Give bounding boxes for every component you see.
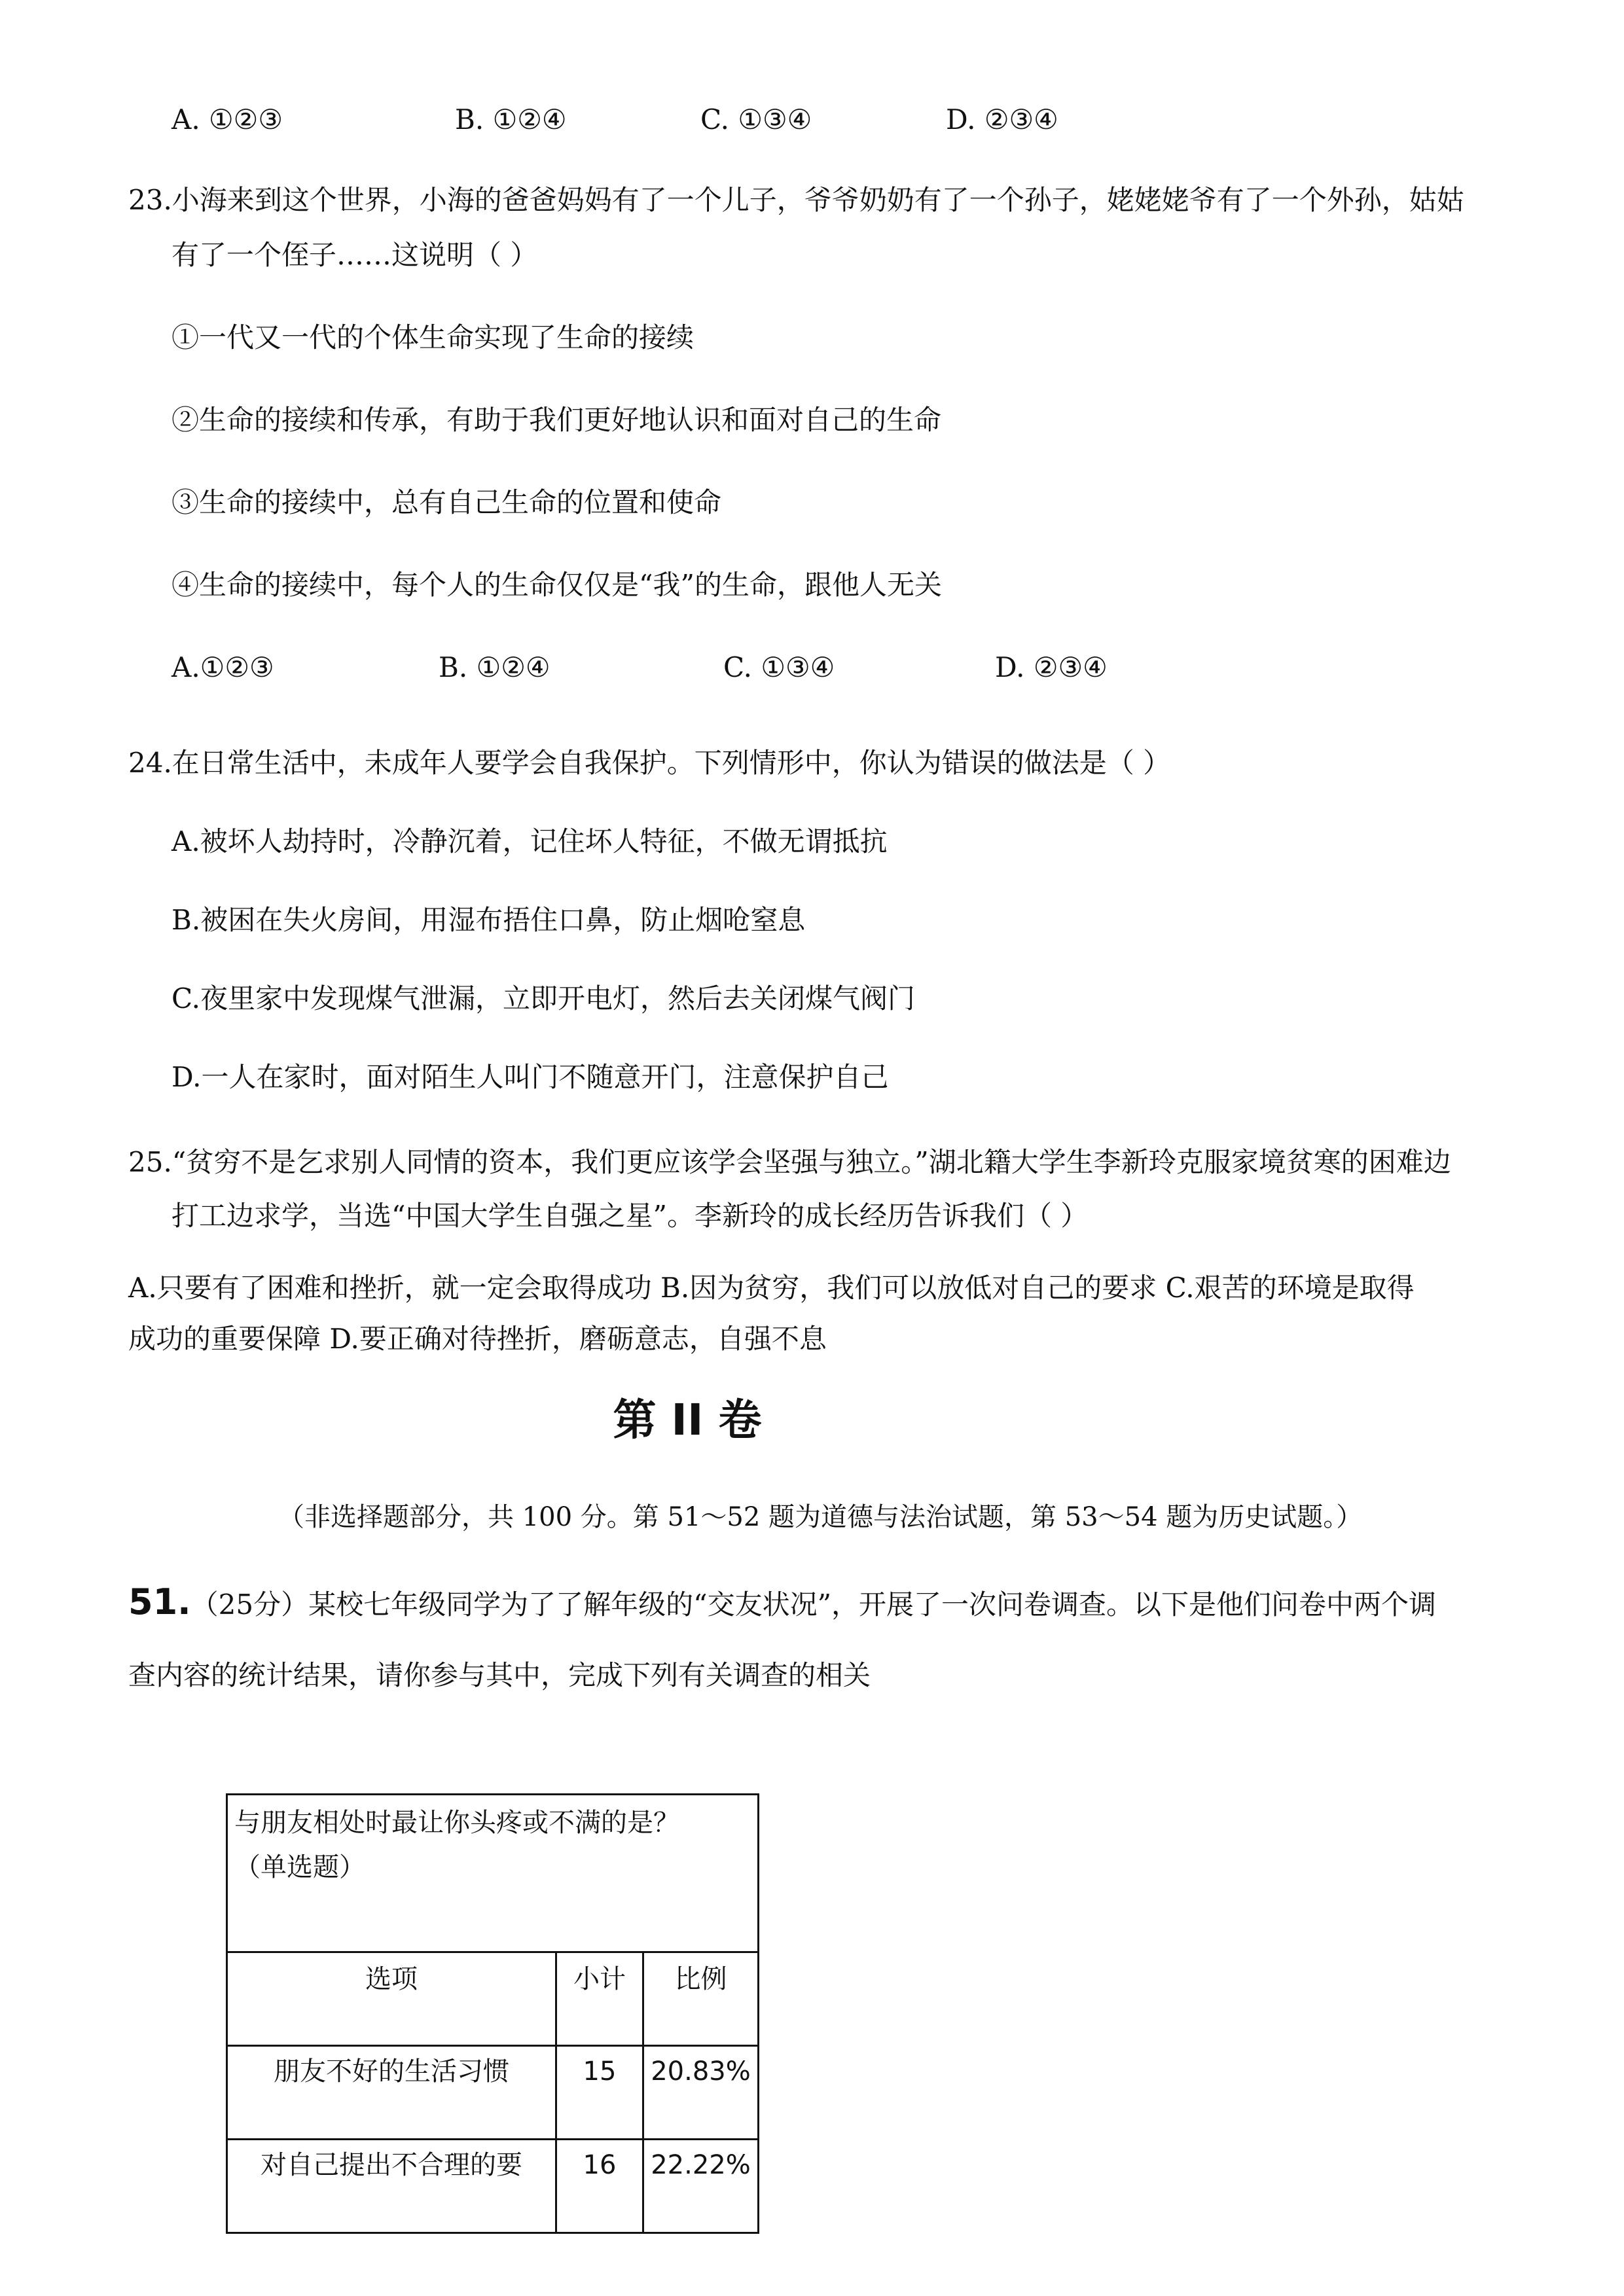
survey-table (226, 1793, 759, 2234)
section-title: 第 II 卷 (613, 1395, 762, 1445)
q22-option-a: A. ①②③ (171, 103, 283, 135)
row-count: 15 (556, 2046, 643, 2140)
q22-option-d: D. ②③④ (946, 103, 1058, 135)
survey-question-line1: 与朋友相处时最让你头疼或不满的是？ (234, 1808, 679, 1838)
q23-item-4: ④生命的接续中，每个人的生命仅仅是“我”的生命，跟他人无关 (171, 569, 942, 601)
q23-item-3: ③生命的接续中，总有自己生命的位置和使命 (171, 486, 722, 518)
q23-option-c: C. ①③④ (723, 651, 835, 683)
q23-option-d: D. ②③④ (995, 651, 1108, 683)
q24-option-a: A.被坏人劫持时，冷静沉着，记住坏人特征，不做无谓抵抗 (171, 825, 888, 857)
q51-number: 51. (128, 1581, 191, 1623)
q24-option-b: B.被困在失火房间，用湿布捂住口鼻，防止烟呛窒息 (171, 904, 806, 936)
row-ratio: 22.22% (643, 2140, 759, 2233)
q51-line2: 查内容的统计结果，请你参与其中，完成下列有关调查的相关 (128, 1659, 871, 1691)
q23-option-b: B. ①②④ (439, 651, 550, 683)
survey-question-line2: （单选题） (234, 1852, 365, 1882)
table-row (227, 2046, 759, 2140)
q23-item-2: ②生命的接续和传承，有助于我们更好地认识和面对自己的生命 (171, 404, 942, 436)
row-option: 朋友不好的生活习惯 (227, 2046, 556, 2140)
q25-options-line1: A.只要有了困难和挫折，就一定会取得成功 B.因为贫穷，我们可以放低对自己的要求 C.艰苦的环境是取得 (128, 1272, 1415, 1304)
row-count: 16 (556, 2140, 643, 2233)
q24-stem: 24.在日常生活中，未成年人要学会自我保护。下列情形中，你认为错误的做法是（ ） (128, 747, 1171, 779)
header-option: 选项 (227, 1952, 556, 2046)
q25-stem-line1: 25.“贫穷不是乞求别人同情的资本，我们更应该学会坚强与独立。”湖北籍大学生李新玲克服家境贫寒的困难边 (128, 1146, 1451, 1178)
q22-option-c: C. ①③④ (700, 103, 812, 135)
q25-options-line2: 成功的重要保障 D.要正确对待挫折，磨砺意志，自强不息 (128, 1323, 827, 1355)
row-ratio: 20.83% (643, 2046, 759, 2140)
survey-question-row (227, 1795, 759, 1952)
q23-stem-line2: 有了一个侄子……这说明（ ） (171, 239, 538, 271)
header-ratio: 比例 (643, 1952, 759, 2046)
q24-option-d: D.一人在家时，面对陌生人叫门不随意开门，注意保护自己 (171, 1061, 889, 1093)
header-count: 小计 (556, 1952, 643, 2046)
survey-header-row (227, 1952, 759, 2046)
q23-option-a: A.①②③ (171, 651, 274, 683)
q25-stem-line2: 打工边求学，当选“中国大学生自强之星”。李新玲的成长经历告诉我们（ ） (171, 1200, 1089, 1232)
q51-line1-text: （25分）某校七年级同学为了了解年级的“交友状况”，开展了一次问卷调查。以下是他们问卷中两个调 (190, 1588, 1437, 1621)
q22-option-b: B. ①②④ (455, 103, 567, 135)
q51-line1 (128, 1581, 1437, 1623)
q23-item-1: ①一代又一代的个体生命实现了生命的接续 (171, 321, 695, 353)
row-option: 对自己提出不合理的要 (227, 2140, 556, 2233)
q23-stem-line1: 23.小海来到这个世界，小海的爸爸妈妈有了一个儿子，爷爷奶奶有了一个孙子，姥姥姥爷有了一个外孙，姑姑 (128, 184, 1464, 216)
survey-question (227, 1795, 759, 1952)
q24-option-c: C.夜里家中发现煤气泄漏，立即开电灯，然后去关闭煤气阀门 (171, 982, 915, 1014)
table-row (227, 2140, 759, 2233)
section-subtitle: （非选择题部分，共 100 分。第 51～52 题为道德与法治试题，第 53～54 题为历史试题。） (278, 1502, 1363, 1532)
